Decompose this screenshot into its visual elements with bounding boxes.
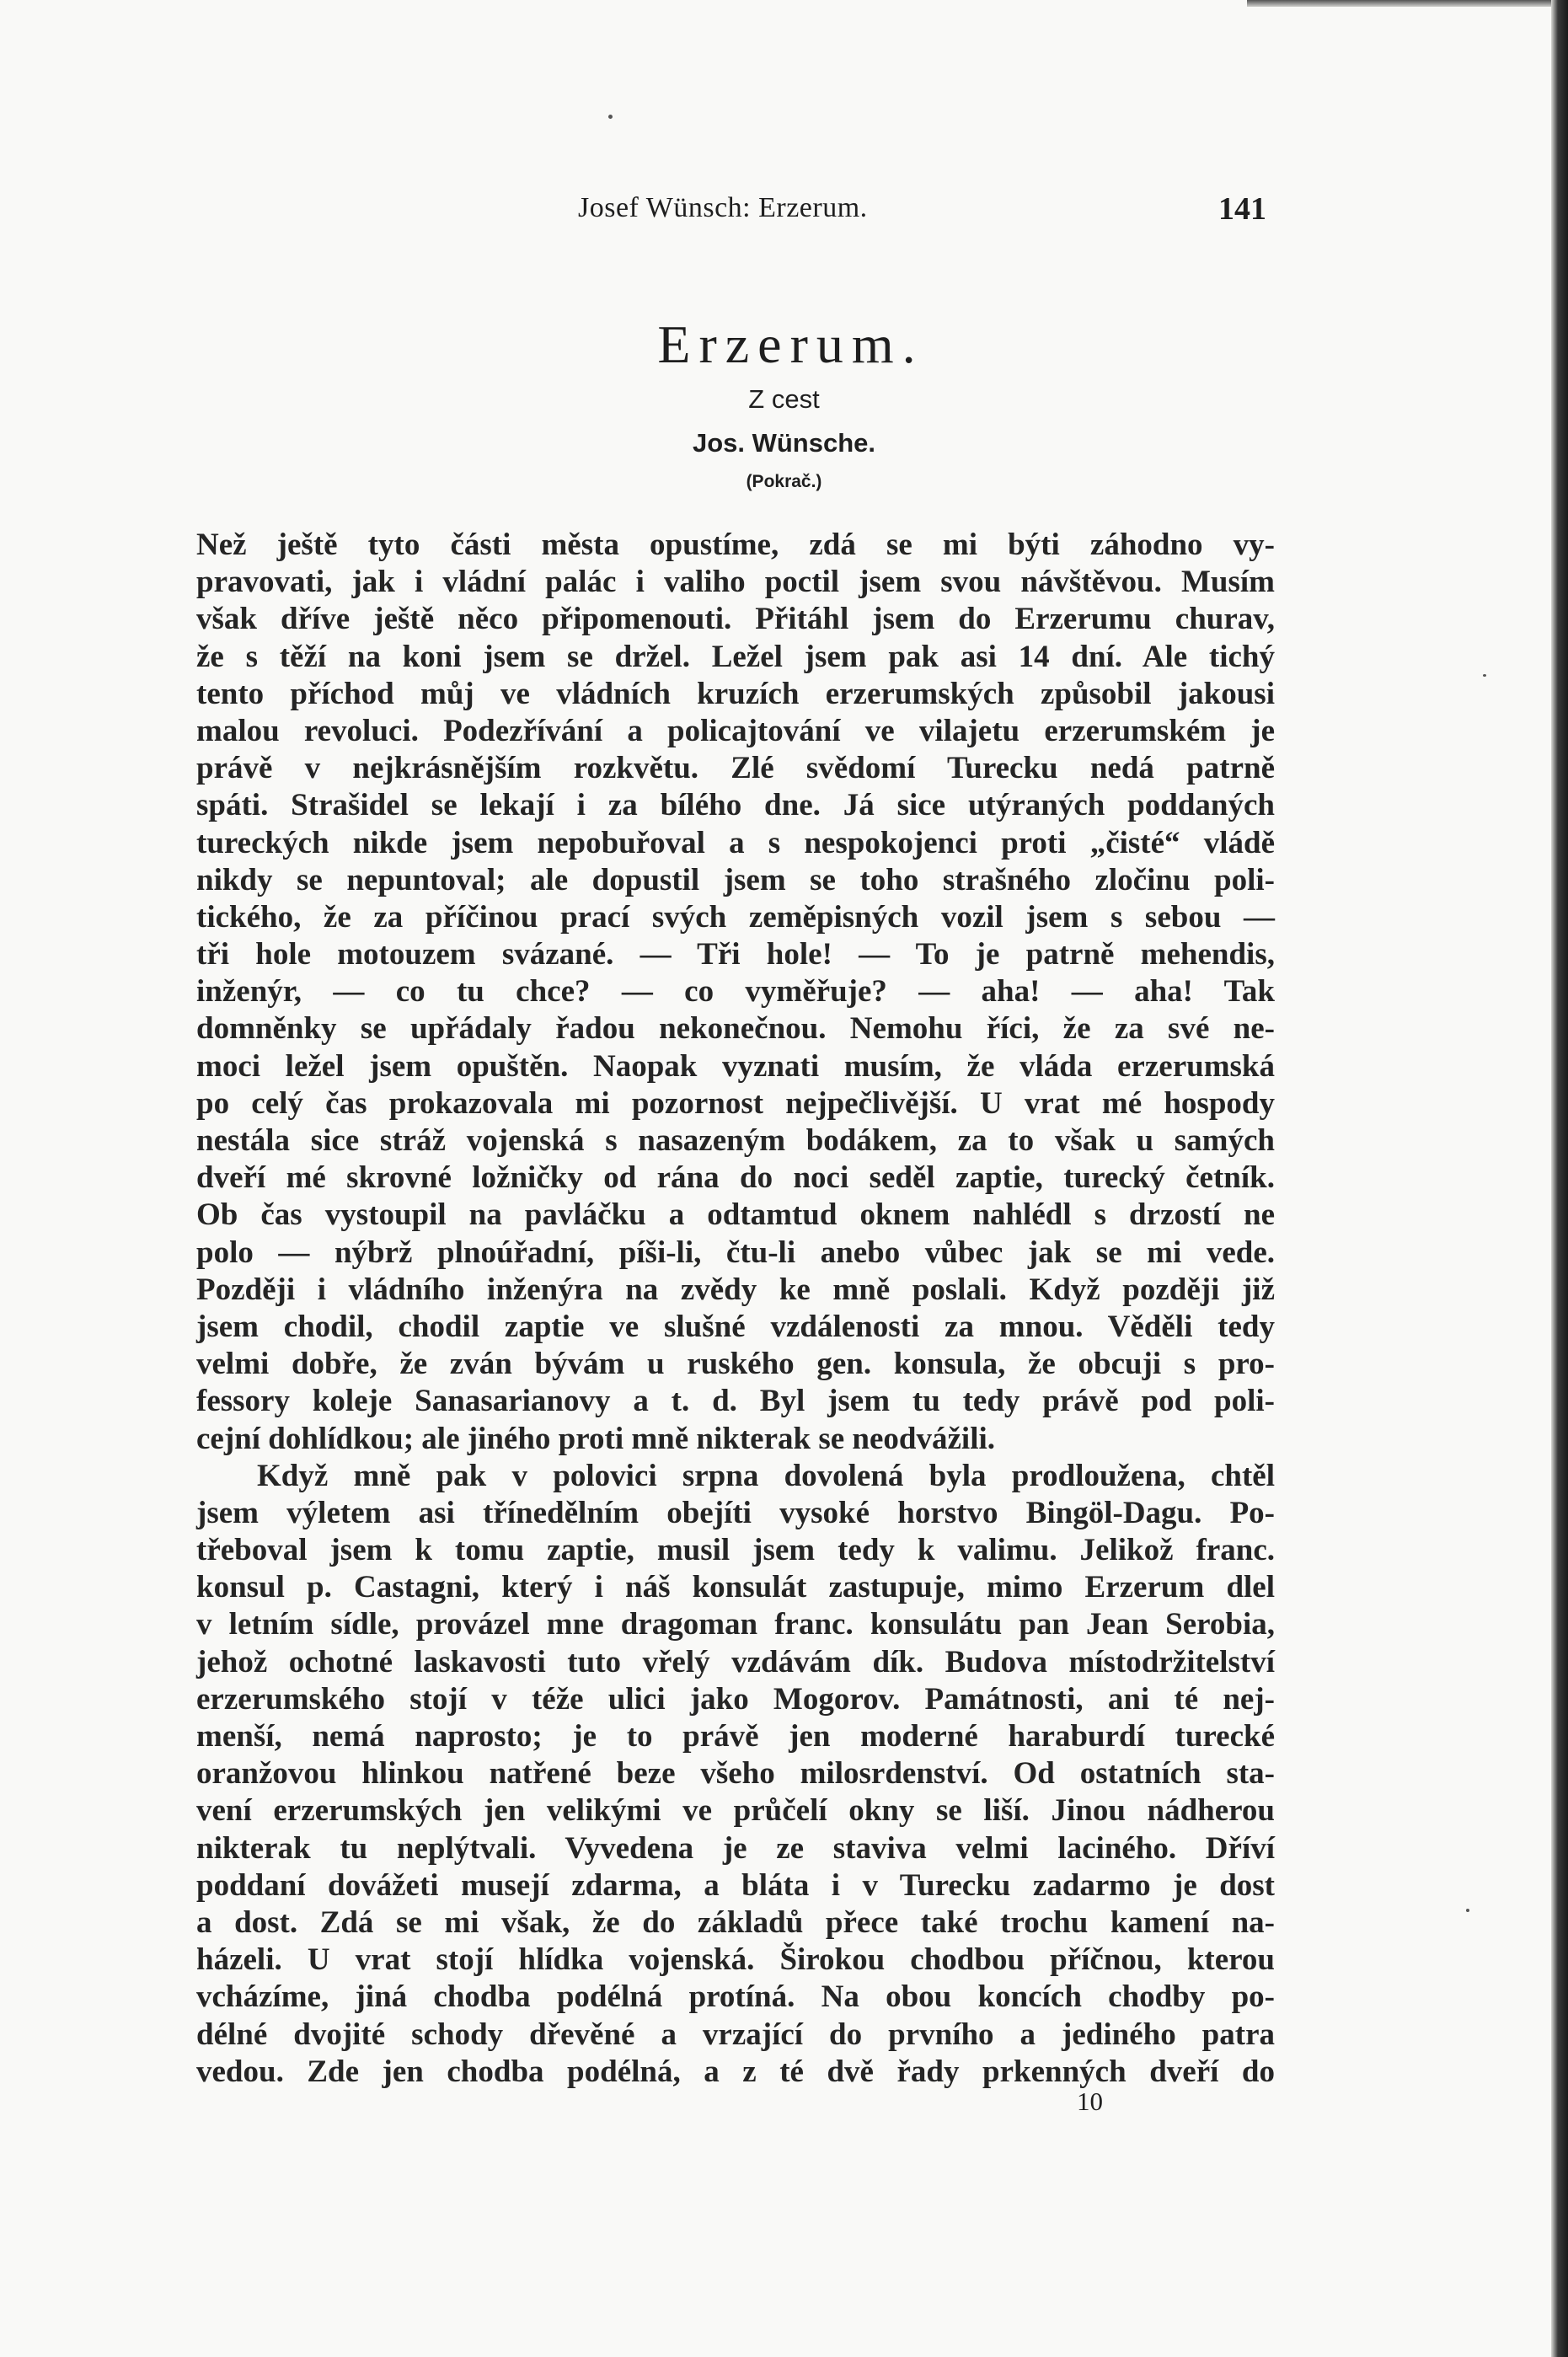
paragraph <box>196 527 1275 1458</box>
text-line: Ob čas vystoupil na pavláčku a odtamtud oknem nahlédl s drzostí ne <box>196 1197 1275 1233</box>
text-line: nikdy se nepuntoval; ale dopustil jsem se toho strašného zločinu poli- <box>196 862 1275 897</box>
text-line: spáti. Strašidel se lekají i za bílého dne. Já sice utýraných poddaných <box>196 788 1275 823</box>
scan-speck <box>1466 1909 1469 1912</box>
text-line: polo — nýbrž plnoúřadní, píši-li, čtu-li anebo vůbec jak se mi vede. <box>196 1235 1275 1270</box>
text-line: Později i vládního inženýra na zvědy ke mně poslali. Když později již <box>196 1272 1275 1307</box>
text-line: velmi dobře, že zván bývám u ruského gen. konsula, že obcuji s pro- <box>196 1347 1275 1382</box>
text-line: po celý čas prokazovala mi pozornost nejpečlivější. U vrat mé hospody <box>196 1085 1275 1121</box>
printer-signature: 10 <box>1077 2086 1103 2116</box>
text-line: vedou. Zde jen chodba podélná, a z té dvě řady prkenných dveří do <box>196 2054 1275 2089</box>
running-title: Josef Wünsch: Erzerum. <box>578 192 868 223</box>
paragraph <box>196 1458 1275 2091</box>
article-body <box>196 527 1275 2091</box>
text-line: tři hole motouzem svázané. — Tři hole! — To je patrně mehendis, <box>196 937 1275 972</box>
text-line: a dost. Zdá se mi však, že do základů přece také trochu kamení na- <box>196 1904 1275 1940</box>
article-subtitle: Z cest <box>748 384 820 414</box>
text-line: cejní dohlídkou; ale jiného proti mně nikterak se neodvážili. <box>196 1421 996 1456</box>
continuation-note: (Pokrač.) <box>746 472 822 491</box>
text-line: poddaní dovážeti musejí zdarma, a bláta i v Turecku zadarmo je dost <box>196 1867 1275 1903</box>
text-line: dveří mé skrovné ložničky od rána do noci seděl zaptie, turecký četník. <box>196 1160 1275 1196</box>
page-edge-top <box>1247 0 1568 7</box>
text-line: erzerumského stojí v téže ulici jako Mogorov. Památnosti, ani té nej- <box>196 1681 1275 1717</box>
text-line: inženýr, — co tu chce? — co vyměřuje? — aha! — aha! Tak <box>196 974 1275 1010</box>
text-line: že s těží na koni jsem se držel. Ležel jsem pak asi 14 dní. Ale tichý <box>196 639 1275 674</box>
running-header <box>0 192 1568 231</box>
text-line: jsem chodil, chodil zaptie ve slušné vzdálenosti za mnou. Věděli tedy <box>196 1309 1275 1344</box>
text-line: tického, že za příčinou prací svých zeměpisných vozil jsem s sebou — <box>196 899 1275 935</box>
page-number: 141 <box>1218 191 1266 227</box>
text-line: tureckých nikde jsem nepobuřoval a s nespokojenci proti „čisté“ vládě <box>196 825 1275 860</box>
text-line: jsem výletem asi třínedělním obejíti vysoké horstvo Bingöl-Dagu. Po- <box>196 1495 1275 1530</box>
text-line: moci ležel jsem opuštěn. Naopak vyznati musím, že vláda erzerumská <box>196 1048 1275 1084</box>
text-line: nikterak tu neplýtvali. Vyvedena je ze staviva velmi laciného. Dříví <box>196 1830 1275 1866</box>
text-line: tento příchod můj ve vládních kruzích erzerumských způsobil jakousi <box>196 676 1275 711</box>
text-line: v letním sídle, provázel mne dragoman franc. konsulátu pan Jean Serobia, <box>196 1607 1275 1642</box>
article-author: Jos. Wünsche. <box>692 428 876 458</box>
text-line: nestála sice stráž vojenská s nasazeným bodákem, za to však u samých <box>196 1123 1275 1158</box>
text-line: vcházíme, jiná chodba podélná protíná. Na obou koncích chodby po- <box>196 1979 1275 2015</box>
scan-speck <box>608 115 613 119</box>
text-line: však dříve ještě něco připomenouti. Přitáhl jsem do Erzerumu churav, <box>196 602 1275 637</box>
text-line: fessory koleje Sanasarianovy a t. d. Byl jsem tu tedy právě pod poli- <box>196 1384 1275 1419</box>
text-line: menší, nemá naprosto; je to právě jen moderné haraburdí turecké <box>196 1719 1275 1754</box>
text-line: právě v nejkrásnějším rozkvětu. Zlé svědomí Turecku nedá patrně <box>196 751 1275 786</box>
text-line: pravovati, jak i vládní palác i valiho poctil jsem svou návštěvou. Musím <box>196 565 1275 600</box>
text-line: Než ještě tyto části města opustíme, zdá se mi býti záhodno vy- <box>196 528 1275 562</box>
text-line: jehož ochotné laskavosti tuto vřelý vzdávám dík. Budova místodržitelství <box>196 1644 1275 1679</box>
text-line: oranžovou hlinkou natřené beze všeho milosrdenství. Od ostatních sta- <box>196 1756 1275 1792</box>
text-line: vení erzerumských jen velikými ve průčelí okny se liší. Jinou nádherou <box>196 1793 1275 1829</box>
text-line: domněnky se upřádaly řadou nekonečnou. Nemohu říci, že za své ne- <box>196 1011 1275 1047</box>
text-line: délné dvojité schody dřevěné a vrzající do prvního a jediného patra <box>196 2017 1275 2052</box>
text-line: malou revoluci. Podezřívání a policajtování ve vilajetu erzerumském je <box>196 713 1275 748</box>
text-line: Když mně pak v polovici srpna dovolená byla prodloužena, chtěl <box>257 1458 1275 1493</box>
article-title: Erzerum. <box>657 314 924 374</box>
text-line: konsul p. Castagni, který i náš konsulát zastupuje, mimo Erzerum dlel <box>196 1570 1275 1605</box>
text-line: třeboval jsem k tomu zaptie, musil jsem tedy k valimu. Jelikož franc. <box>196 1533 1275 1568</box>
scan-speck <box>1483 674 1486 677</box>
text-line: házeli. U vrat stojí hlídka vojenská. Širokou chodbou příčnou, kterou <box>196 1942 1275 1978</box>
